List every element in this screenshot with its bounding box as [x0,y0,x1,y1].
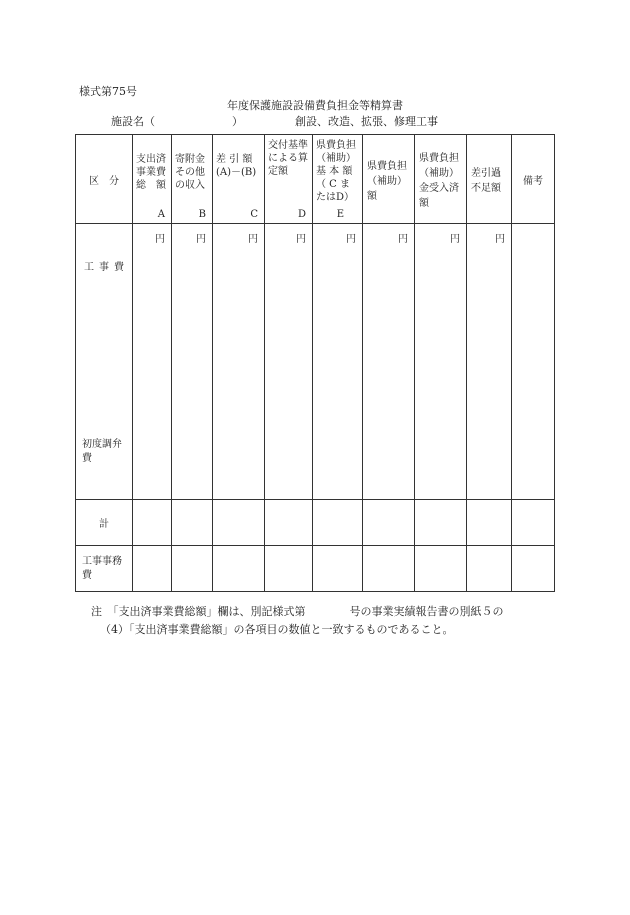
amount-cell[interactable] [363,546,415,592]
amount-cell[interactable] [133,224,172,500]
amount-cell[interactable] [172,546,213,592]
works-types: 創設、改造、拡張、修理工事 [295,115,438,128]
yen-unit: 円 [346,234,356,245]
yen-unit: 円 [450,234,460,245]
row-label-cell [76,224,133,500]
amount-cell[interactable] [363,224,415,500]
header-row [76,135,555,224]
amount-cell[interactable] [265,224,313,500]
yen-unit: 円 [196,234,206,245]
yen-unit: 円 [398,234,408,245]
document-title: 年度保護施設設備費負担金等精算書 [227,99,403,112]
amount-cell[interactable] [467,546,512,592]
amount-cell[interactable] [265,546,313,592]
form-number: 様式第75号 [79,85,137,98]
yen-unit: 円 [248,234,258,245]
amount-cell[interactable] [313,546,363,592]
row-label-cell [76,500,133,546]
amount-cell[interactable] [133,546,172,592]
amount-cell[interactable] [313,500,363,546]
remarks-cell[interactable] [512,546,555,592]
col-header-surplus-deficit: 差引過不足額 [467,135,512,224]
yen-unit: 円 [296,234,306,245]
amount-cell[interactable] [313,224,363,500]
col-header-total-expenditure: 支出済事業費総 額 A [133,135,172,224]
row-label-cell [76,546,133,592]
amount-cell[interactable] [213,546,265,592]
amount-cell[interactable] [133,500,172,546]
amount-cell[interactable] [415,546,467,592]
col-header-base-amount: 県費負担（補助）基 本 額（ C ま たはD） E [313,135,363,224]
table-row-office-expense [76,546,555,592]
col-header-remarks: 備考 [512,135,555,224]
remarks-cell[interactable] [512,500,555,546]
amount-cell[interactable] [213,500,265,546]
amount-cell[interactable] [265,500,313,546]
yen-unit: 円 [495,234,505,245]
amount-cell[interactable] [172,500,213,546]
note-line-2: （4）「支出済事業費総額」の各項目の数値と一致するものであること。 [100,623,454,636]
col-header-difference: 差 引 額(A)－(B) C [213,135,265,224]
amount-cell[interactable] [415,500,467,546]
row-label-construction: 工事費 [84,262,129,273]
amount-cell[interactable] [363,500,415,546]
amount-cell[interactable] [467,224,512,500]
table-row-construction [76,224,555,500]
amount-cell[interactable] [467,500,512,546]
col-header-donations: 寄附金その他の収入 B [172,135,213,224]
note-line-1: 注 「支出済事業費総額」欄は、別記様式第 号の事業実績報告書の別紙５の [91,605,504,618]
col-header-subsidy-amount: 県費負担（補助）額 [363,135,415,224]
amount-cell[interactable] [213,224,265,500]
settlement-table [75,134,555,592]
row-label-total: 計 [99,519,109,530]
col-header-category: 区 分 [76,135,133,224]
amount-cell[interactable] [415,224,467,500]
row-label-initial-equipment: 初度調弁費 [82,439,122,464]
table-row-total [76,500,555,546]
row-label-office-expense: 工事事務費 [82,556,122,581]
col-header-subsidy-received: 県費負担（補助）金受入済額 [415,135,467,224]
yen-unit: 円 [155,234,165,245]
remarks-cell[interactable] [512,224,555,500]
facility-name-label: 施設名（ ） [111,115,243,128]
amount-cell[interactable] [172,224,213,500]
col-header-standard-amount: 交付基準による算定額 D [265,135,313,224]
